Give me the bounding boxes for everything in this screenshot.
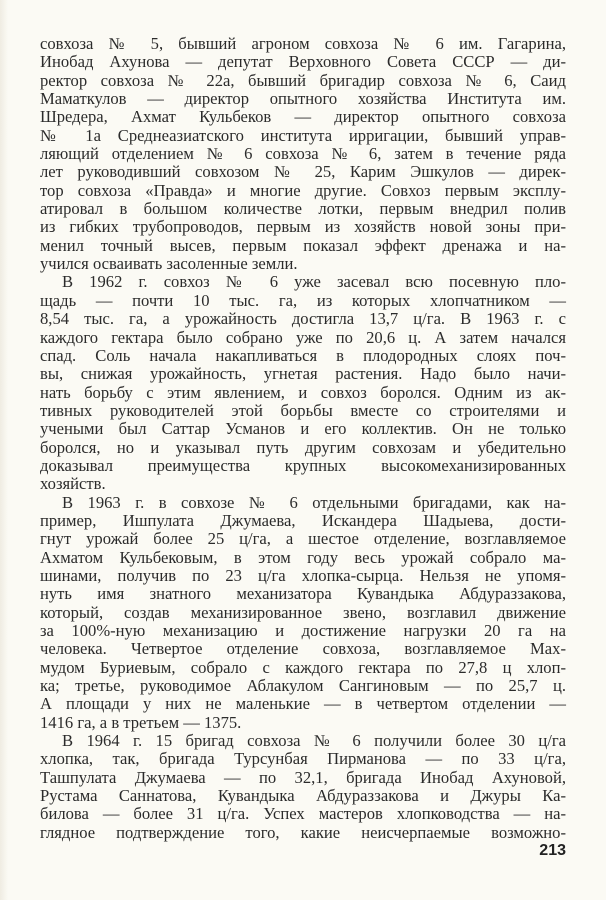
text-line: хлопка, так, бригада Турсунбая Пирманова — по 33 ц/га,	[40, 749, 566, 769]
text-line: тивных руководителей этой борьбы вместе со строителями и	[40, 400, 566, 420]
text-line: 1416 га, а в третьем — 1375.	[40, 712, 242, 732]
text-line: билова — более 31 ц/га. Успех мастеров хлопководства — на-	[40, 804, 566, 824]
text-line: А площади у них не маленькие — в четвертом отделении —	[40, 694, 566, 714]
text-line: щадь — почти 10 тыс. га, из которых хлопчатником —	[40, 290, 566, 310]
text-line: пример, Ишпулата Джумаева, Искандера Шадыева, дости-	[40, 510, 566, 530]
paragraph	[40, 273, 566, 493]
text-line: В 1962 г. совхоз № 6 уже засевал всю посевную пло-	[62, 272, 566, 292]
page-gutter-shadow	[0, 0, 8, 900]
paragraph	[40, 494, 566, 732]
text-line: Рустама Саннатова, Кувандыка Абдураззакова и Джуры Ка-	[40, 786, 566, 806]
paragraph	[40, 35, 566, 273]
text-line: совхоза № 5, бывший агроном совхоза № 6 им. Гагарина,	[40, 34, 566, 53]
text-line: учился осваивать засоленные земли.	[40, 254, 298, 274]
text-line: менил точный высев, первым показал эффект дренажа и на-	[40, 235, 566, 255]
text-line: человека. Четвертое отделение совхоза, возглавляемое Мах-	[40, 639, 566, 659]
text-line: учеными был Саттар Усманов и его коллектив. Он не только	[40, 419, 566, 439]
text-line: Инобад Ахунова — депутат Верховного Совета СССР — ди-	[40, 52, 566, 72]
text-line: ректор совхоза № 22а, бывший бригадир совхоза № 6, Саид	[40, 70, 566, 90]
paragraph	[40, 732, 566, 842]
text-line: ка; третье, руководимое Аблакулом Сангиновым — по 25,7 ц.	[40, 676, 566, 696]
text-line: каждого гектара было собрано уже по 20,6 ц. А затем начался	[40, 327, 566, 347]
text-line: Шредера, Ахмат Кульбеков — директор опытного совхоза	[40, 107, 566, 127]
text-line: вы, снижая урожайность, угнетая растения. Надо было начи-	[40, 364, 566, 384]
text-line: нать борьбу с этим явлением, и совхоз боролся. Одним из ак-	[40, 382, 566, 402]
text-line: за 100%-ную механизацию и достижение нагрузки 20 га на	[40, 621, 566, 640]
text-line: Ташпулата Джумаева — по 32,1, бригада Инобад Ахуновой,	[40, 767, 566, 787]
text-line: тор совхоза «Правда» и многие другие. Совхоз первым эксплу-	[40, 180, 566, 200]
body-text	[40, 35, 566, 842]
text-line: доказывал преимущества крупных высокомеханизированных	[40, 455, 566, 475]
text-line: Ахматом Кульбековым, в этом году весь урожай собрало ма-	[40, 547, 566, 567]
text-line: который, создав механизированное звено, возглавил движение	[40, 602, 566, 622]
text-line: из гибких трубопроводов, первым из хозяйств новой зоны при-	[40, 217, 566, 237]
text-line: шинами, получив по 23 ц/га хлопка-сырца. Нельзя не упомя-	[40, 565, 566, 585]
text-line: боролся, но и указывал путь другим совхозам и убедительно	[40, 437, 566, 457]
text-line: № 1а Среднеазиатского института ирригации, бывший управ-	[40, 125, 566, 145]
text-line: спад. Соль начала накапливаться в плодородных слоях поч-	[40, 345, 566, 365]
page-number: 213	[539, 842, 566, 859]
text-line: В 1963 г. в совхозе № 6 отдельными бригадами, как на-	[62, 492, 566, 512]
text-line: Маматкулов — директор опытного хозяйства Института им.	[40, 89, 566, 109]
text-line: мудом Буриевым, собрало с каждого гектара по 27,8 ц хлоп-	[40, 657, 566, 677]
text-line: глядное подтверждение того, какие неисчерпаемые возможно-	[40, 822, 566, 842]
text-line: хозяйств.	[40, 474, 106, 494]
text-line: 8,54 тыс. га, а урожайность достигла 13,7 ц/га. В 1963 г. с	[40, 309, 566, 329]
text-line: атировал в большом количестве лотки, первым внедрил полив	[40, 199, 566, 219]
text-line: нуть имя знатного механизатора Кувандыка Абдураззакова,	[40, 584, 566, 604]
text-line: В 1964 г. 15 бригад совхоза № 6 получили более 30 ц/га	[62, 731, 566, 751]
text-line: лет руководивший совхозом № 25, Карим Эшкулов — дирек-	[40, 162, 566, 182]
text-line: ляющий отделением № 6 совхоза № 6, затем в течение ряда	[40, 144, 566, 164]
text-line: гнут урожай более 25 ц/га, а шестое отделение, возглавляемое	[40, 529, 566, 549]
